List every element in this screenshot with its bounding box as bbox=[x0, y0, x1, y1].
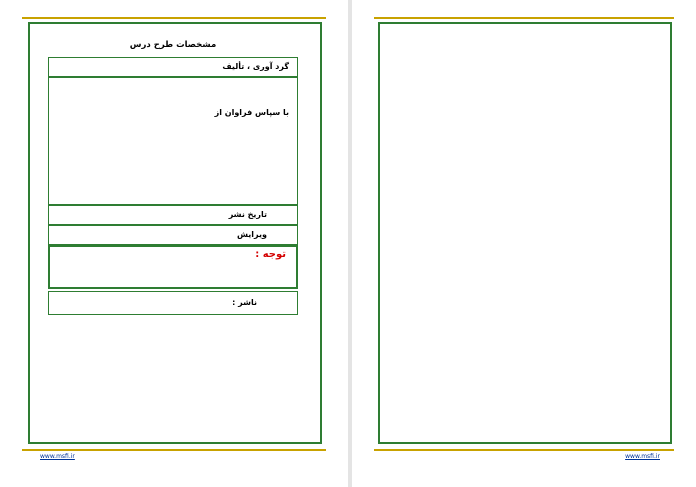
right-footer-url[interactable]: www.msfi.ir bbox=[625, 453, 660, 460]
right-page bbox=[352, 0, 696, 487]
thanks-label: با سپاس فراوان از bbox=[214, 108, 289, 117]
publisher-label: ناشر : bbox=[232, 298, 257, 307]
right-page-border bbox=[378, 22, 672, 444]
left-header-rule bbox=[22, 17, 326, 19]
row-publish-date bbox=[48, 205, 298, 225]
edition-label: ویرایش bbox=[236, 230, 267, 239]
publish-date-label: تاریخ نشر bbox=[228, 210, 267, 219]
spec-table-title: مشخصات طرح درس bbox=[129, 40, 217, 50]
left-footer-url[interactable]: www.msfi.ir bbox=[40, 453, 75, 460]
row-thanks bbox=[48, 77, 298, 205]
row-edition bbox=[48, 225, 298, 245]
notice-box bbox=[48, 245, 298, 289]
author-label: گرد آوری ، تألیف bbox=[222, 62, 289, 71]
row-author bbox=[48, 57, 298, 77]
row-publisher bbox=[48, 291, 298, 315]
right-footer-rule bbox=[374, 449, 674, 451]
left-footer-rule bbox=[22, 449, 326, 451]
notice-title: توجه : bbox=[255, 249, 286, 260]
right-header-rule bbox=[374, 17, 674, 19]
